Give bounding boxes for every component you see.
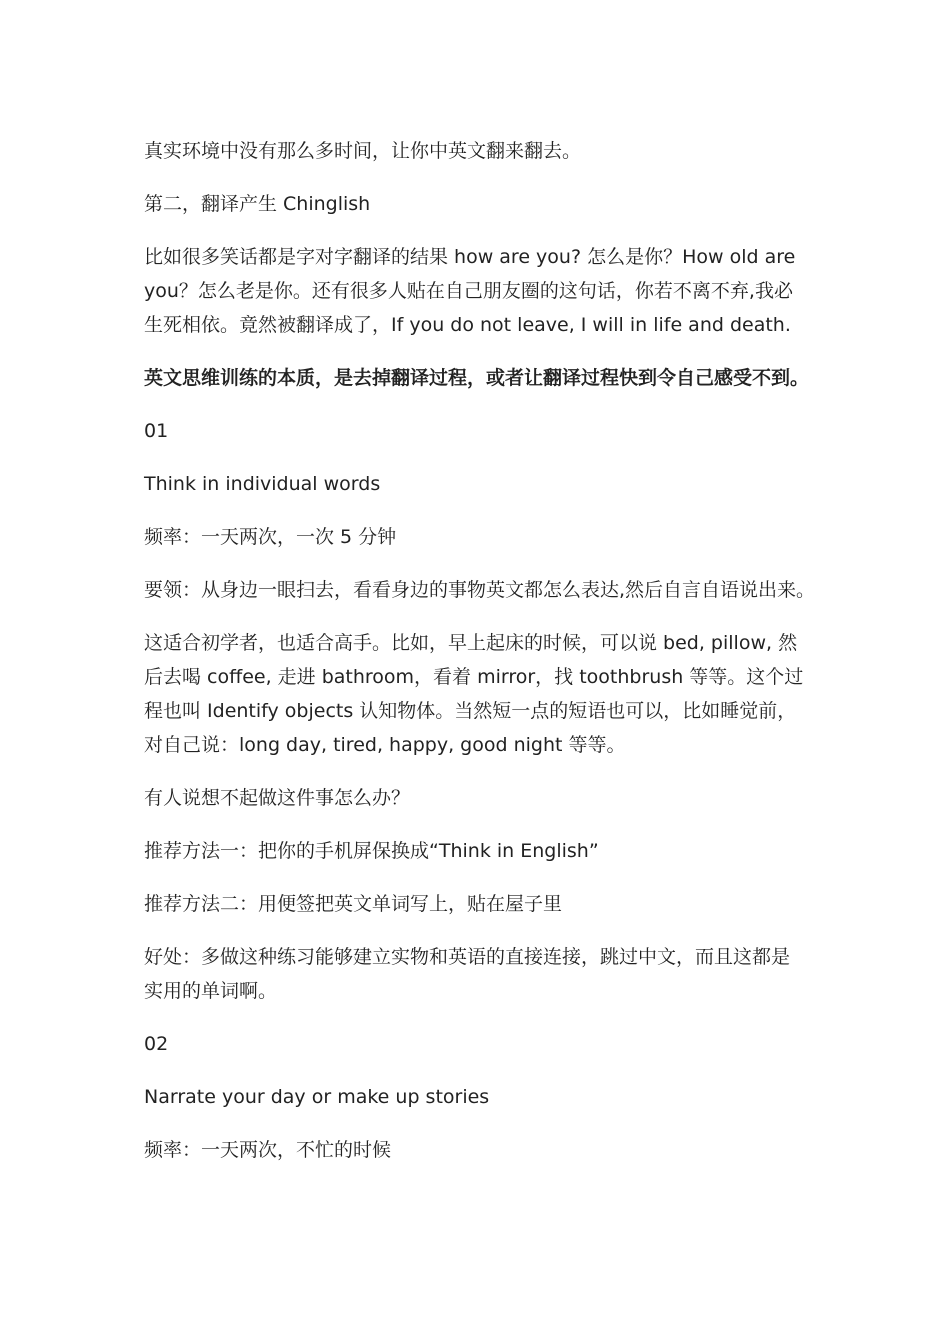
text-line: 这适合初学者，也适合高手。比如，早上起床的时候，可以说 bed, pillow, 然 [144,632,798,654]
section-number-02: 02 [144,1033,169,1055]
paragraph-key-point: 英文思维训练的本质，是去掉翻译过程，或者让翻译过程快到令自己感受不到。 [144,367,810,389]
paragraph-recommendation-2: 推荐方法二：用便签把英文单词写上，贴在屋子里 [144,893,563,915]
paragraph-frequency-2: 频率：一天两次，不忙的时候 [144,1139,392,1161]
text-line: you？怎么老是你。还有很多人贴在自己朋友圈的这句话，你若不离不弃,我必 [144,280,793,302]
paragraph-time-constraint: 真实环境中没有那么多时间，让你中英文翻来翻去。 [144,140,582,162]
text-line: 好处：多做这种练习能够建立实物和英语的直接连接，跳过中文，而且这都是 [144,946,791,968]
document-body [144,134,824,1186]
text-line: 比如很多笑话都是字对字翻译的结果 how are you? 怎么是你？How old are [144,246,796,268]
section-number-01: 01 [144,420,169,442]
paragraph-examples-1 [144,626,824,762]
text-line: 生死相依。竟然被翻译成了，If you do not leave, I will in life and death. [144,314,791,336]
text-line: 实用的单词啊。 [144,980,278,1002]
section-title-narrate-day: Narrate your day or make up stories [144,1086,490,1108]
text-line: 程也叫 Identify objects 认知物体。当然短一点的短语也可以，比如睡觉前， [144,700,797,722]
text-line: 后去喝 coffee, 走进 bathroom，看着 mirror，找 toothbrush 等等。这个过 [144,666,804,688]
section-title-think-in-words: Think in individual words [144,473,381,495]
paragraph-question: 有人说想不起做这件事怎么办？ [144,787,411,809]
paragraph-method-1: 要领：从身边一眼扫去，看看身边的事物英文都怎么表达,然后自言自语说出来。 [144,579,816,601]
paragraph-joke-examples [144,240,824,342]
paragraph-chinglish-heading: 第二，翻译产生 Chinglish [144,193,371,215]
text-line: 对自己说：long day, tired, happy, good night 等等。 [144,734,626,756]
paragraph-frequency-1: 频率：一天两次，一次 5 分钟 [144,526,397,548]
paragraph-benefit [144,940,824,1008]
paragraph-recommendation-1: 推荐方法一：把你的手机屏保换成“Think in English” [144,840,599,862]
